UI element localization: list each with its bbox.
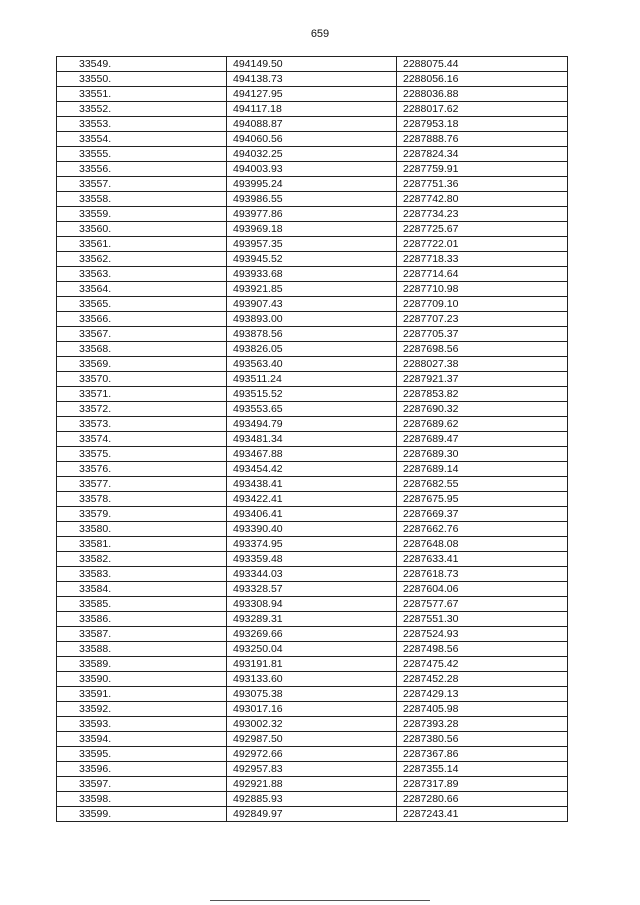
northing-cell: 2287853.82 [397,387,568,402]
table-row [57,417,568,432]
northing-cell: 2287689.62 [397,417,568,432]
point-number-cell: 33555. [57,147,227,162]
northing-cell: 2287714.64 [397,267,568,282]
table-row [57,312,568,327]
northing-cell: 2287921.37 [397,372,568,387]
table-row [57,492,568,507]
easting-cell: 492885.93 [227,792,397,807]
easting-cell: 493250.04 [227,642,397,657]
northing-cell: 2287718.33 [397,252,568,267]
table-row [57,807,568,822]
easting-cell: 493945.52 [227,252,397,267]
table-row [57,717,568,732]
point-number-cell: 33562. [57,252,227,267]
northing-cell: 2287742.80 [397,192,568,207]
easting-cell: 493328.57 [227,582,397,597]
table-row [57,687,568,702]
point-number-cell: 33585. [57,597,227,612]
easting-cell: 493191.81 [227,657,397,672]
easting-cell: 494117.18 [227,102,397,117]
northing-cell: 2287280.66 [397,792,568,807]
easting-cell: 493344.03 [227,567,397,582]
point-number-cell: 33595. [57,747,227,762]
table-row [57,357,568,372]
table-row [57,342,568,357]
easting-cell: 493289.31 [227,612,397,627]
table-row [57,297,568,312]
table-row [57,72,568,87]
easting-cell: 493511.24 [227,372,397,387]
point-number-cell: 33563. [57,267,227,282]
northing-cell: 2287682.55 [397,477,568,492]
point-number-cell: 33586. [57,612,227,627]
easting-cell: 493002.32 [227,717,397,732]
northing-cell: 2287551.30 [397,612,568,627]
easting-cell: 493422.41 [227,492,397,507]
point-number-cell: 33584. [57,582,227,597]
point-number-cell: 33594. [57,732,227,747]
easting-cell: 493481.34 [227,432,397,447]
point-number-cell: 33577. [57,477,227,492]
northing-cell: 2288036.88 [397,87,568,102]
northing-cell: 2287429.13 [397,687,568,702]
easting-cell: 493563.40 [227,357,397,372]
northing-cell: 2287577.67 [397,597,568,612]
northing-cell: 2287705.37 [397,327,568,342]
easting-cell: 493878.56 [227,327,397,342]
point-number-cell: 33597. [57,777,227,792]
easting-cell: 494088.87 [227,117,397,132]
point-number-cell: 33591. [57,687,227,702]
page-number: 659 [310,28,330,40]
table-row [57,147,568,162]
table-row [57,777,568,792]
easting-cell: 493075.38 [227,687,397,702]
northing-cell: 2287669.37 [397,507,568,522]
easting-cell: 493907.43 [227,297,397,312]
easting-cell: 494127.95 [227,87,397,102]
table-row [57,567,568,582]
easting-cell: 493515.52 [227,387,397,402]
coordinates-table-body [57,57,568,822]
northing-cell: 2287698.56 [397,342,568,357]
table-row [57,657,568,672]
point-number-cell: 33565. [57,297,227,312]
point-number-cell: 33549. [57,57,227,72]
point-number-cell: 33582. [57,552,227,567]
table-row [57,597,568,612]
table-row [57,372,568,387]
table-row [57,282,568,297]
northing-cell: 2287690.32 [397,402,568,417]
easting-cell: 493977.86 [227,207,397,222]
table-row [57,462,568,477]
point-number-cell: 33569. [57,357,227,372]
table-row [57,642,568,657]
easting-cell: 493406.41 [227,507,397,522]
point-number-cell: 33566. [57,312,227,327]
point-number-cell: 33561. [57,237,227,252]
point-number-cell: 33557. [57,177,227,192]
easting-cell: 493986.55 [227,192,397,207]
footer-rule [210,900,430,901]
point-number-cell: 33579. [57,507,227,522]
northing-cell: 2287734.23 [397,207,568,222]
table-row [57,732,568,747]
northing-cell: 2287380.56 [397,732,568,747]
point-number-cell: 33551. [57,87,227,102]
point-number-cell: 33599. [57,807,227,822]
easting-cell: 493359.48 [227,552,397,567]
northing-cell: 2287648.08 [397,537,568,552]
easting-cell: 492987.50 [227,732,397,747]
northing-cell: 2287367.86 [397,747,568,762]
easting-cell: 493374.95 [227,537,397,552]
point-number-cell: 33571. [57,387,227,402]
table-row [57,672,568,687]
point-number-cell: 33564. [57,282,227,297]
table-row [57,222,568,237]
table-row [57,117,568,132]
point-number-cell: 33560. [57,222,227,237]
northing-cell: 2288075.44 [397,57,568,72]
easting-cell: 493390.40 [227,522,397,537]
easting-cell: 493269.66 [227,627,397,642]
table-row [57,387,568,402]
northing-cell: 2287689.30 [397,447,568,462]
point-number-cell: 33556. [57,162,227,177]
point-number-cell: 33554. [57,132,227,147]
northing-cell: 2288027.38 [397,357,568,372]
northing-cell: 2288017.62 [397,102,568,117]
table-row [57,537,568,552]
easting-cell: 493995.24 [227,177,397,192]
northing-cell: 2287317.89 [397,777,568,792]
point-number-cell: 33580. [57,522,227,537]
table-row [57,762,568,777]
easting-cell: 493133.60 [227,672,397,687]
easting-cell: 493826.05 [227,342,397,357]
easting-cell: 493921.85 [227,282,397,297]
easting-cell: 493893.00 [227,312,397,327]
table-row [57,402,568,417]
point-number-cell: 33588. [57,642,227,657]
table-row [57,327,568,342]
northing-cell: 2287618.73 [397,567,568,582]
point-number-cell: 33567. [57,327,227,342]
easting-cell: 493454.42 [227,462,397,477]
northing-cell: 2287243.41 [397,807,568,822]
point-number-cell: 33596. [57,762,227,777]
table-row [57,702,568,717]
table-row [57,552,568,567]
easting-cell: 493957.35 [227,237,397,252]
point-number-cell: 33587. [57,627,227,642]
coordinates-table [56,56,568,822]
northing-cell: 2287355.14 [397,762,568,777]
northing-cell: 2287953.18 [397,117,568,132]
easting-cell: 493933.68 [227,267,397,282]
table-row [57,432,568,447]
point-number-cell: 33575. [57,447,227,462]
northing-cell: 2287725.67 [397,222,568,237]
northing-cell: 2287675.95 [397,492,568,507]
northing-cell: 2287709.10 [397,297,568,312]
table-row [57,627,568,642]
easting-cell: 493017.16 [227,702,397,717]
point-number-cell: 33558. [57,192,227,207]
northing-cell: 2287393.28 [397,717,568,732]
northing-cell: 2287722.01 [397,237,568,252]
easting-cell: 493308.94 [227,597,397,612]
point-number-cell: 33570. [57,372,227,387]
point-number-cell: 33574. [57,432,227,447]
point-number-cell: 33589. [57,657,227,672]
point-number-cell: 33581. [57,537,227,552]
point-number-cell: 33598. [57,792,227,807]
northing-cell: 2287710.98 [397,282,568,297]
easting-cell: 494060.56 [227,132,397,147]
easting-cell: 494032.25 [227,147,397,162]
table-row [57,522,568,537]
easting-cell: 493553.65 [227,402,397,417]
table-row [57,132,568,147]
northing-cell: 2287475.42 [397,657,568,672]
easting-cell: 494003.93 [227,162,397,177]
northing-cell: 2287689.47 [397,432,568,447]
table-row [57,747,568,762]
point-number-cell: 33573. [57,417,227,432]
point-number-cell: 33576. [57,462,227,477]
northing-cell: 2287452.28 [397,672,568,687]
table-row [57,477,568,492]
easting-cell: 492972.66 [227,747,397,762]
northing-cell: 2287604.06 [397,582,568,597]
easting-cell: 492921.88 [227,777,397,792]
northing-cell: 2288056.16 [397,72,568,87]
easting-cell: 493467.88 [227,447,397,462]
northing-cell: 2287888.76 [397,132,568,147]
northing-cell: 2287751.36 [397,177,568,192]
table-row [57,207,568,222]
northing-cell: 2287662.76 [397,522,568,537]
table-row [57,237,568,252]
table-row [57,252,568,267]
northing-cell: 2287498.56 [397,642,568,657]
northing-cell: 2287405.98 [397,702,568,717]
easting-cell: 492849.97 [227,807,397,822]
northing-cell: 2287689.14 [397,462,568,477]
table-row [57,162,568,177]
easting-cell: 494149.50 [227,57,397,72]
table-row [57,267,568,282]
point-number-cell: 33559. [57,207,227,222]
easting-cell: 493494.79 [227,417,397,432]
point-number-cell: 33592. [57,702,227,717]
northing-cell: 2287524.93 [397,627,568,642]
table-row [57,177,568,192]
point-number-cell: 33572. [57,402,227,417]
point-number-cell: 33552. [57,102,227,117]
point-number-cell: 33568. [57,342,227,357]
point-number-cell: 33593. [57,717,227,732]
northing-cell: 2287824.34 [397,147,568,162]
table-row [57,582,568,597]
easting-cell: 492957.83 [227,762,397,777]
table-row [57,447,568,462]
northing-cell: 2287707.23 [397,312,568,327]
easting-cell: 493438.41 [227,477,397,492]
point-number-cell: 33578. [57,492,227,507]
easting-cell: 493969.18 [227,222,397,237]
point-number-cell: 33583. [57,567,227,582]
point-number-cell: 33553. [57,117,227,132]
table-row [57,612,568,627]
table-row [57,57,568,72]
table-row [57,192,568,207]
table-row [57,87,568,102]
point-number-cell: 33550. [57,72,227,87]
table-row [57,102,568,117]
easting-cell: 494138.73 [227,72,397,87]
table-row [57,792,568,807]
northing-cell: 2287759.91 [397,162,568,177]
table-row [57,507,568,522]
point-number-cell: 33590. [57,672,227,687]
northing-cell: 2287633.41 [397,552,568,567]
